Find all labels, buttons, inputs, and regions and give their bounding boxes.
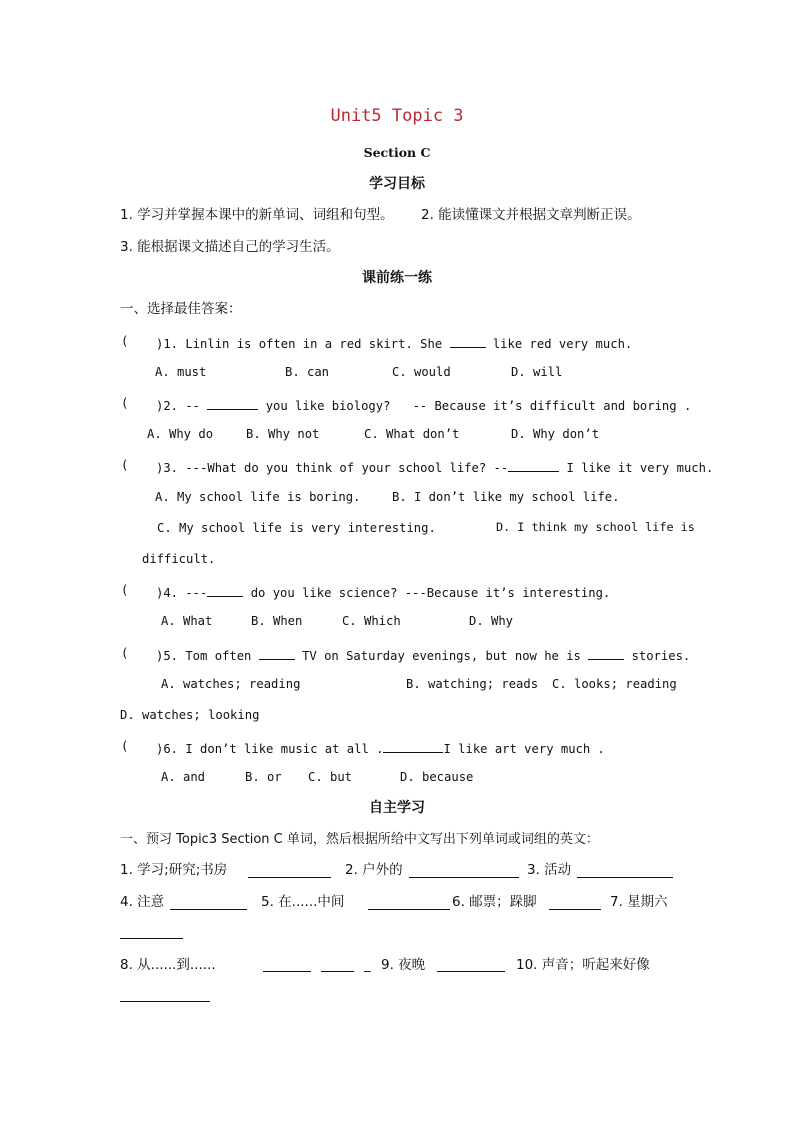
q3-paren: ( [121, 458, 129, 472]
q1-stem [156, 335, 632, 350]
q4-blank[interactable] [207, 584, 243, 597]
q1-stem-a: )1. Linlin is often in a red skirt. She [156, 337, 450, 351]
q3-stem [156, 459, 713, 474]
q3-option-d: D. I think my school life is [496, 520, 695, 534]
vocab-8-label: 8. 从......到...... [120, 957, 216, 973]
q5-stem [156, 647, 690, 662]
vocab-3-label: 3. 活动 [527, 862, 572, 878]
q5-blank-2[interactable] [588, 647, 624, 660]
q1-option-b: B. can [285, 365, 330, 379]
q6-paren: ( [121, 739, 129, 753]
q1-option-d: D. will [511, 365, 563, 379]
vocab-1-answer-line[interactable] [248, 877, 331, 878]
q5-option-c: C. looks; reading [552, 677, 677, 691]
goal-3: 3. 能根据课文描述自己的学习生活。 [120, 239, 340, 255]
vocab-9-label: 9. 夜晚 [381, 957, 426, 973]
vocab-7-answer-line[interactable] [120, 938, 183, 939]
q4-option-a: A. What [161, 614, 213, 628]
q3-option-a: A. My school life is boring. [155, 490, 361, 504]
q6-option-a: A. and [161, 770, 206, 784]
vocab-4-label: 4. 注意 [120, 894, 165, 910]
q2-option-a: A. Why do [147, 427, 214, 441]
q2-stem-b: you like biology? -- Because it’s difficult and boring . [258, 399, 692, 413]
q1-paren: ( [121, 334, 129, 348]
q6-option-b: B. or [245, 770, 282, 784]
q5-stem-c: stories. [624, 649, 691, 663]
q1-option-c: C. would [392, 365, 451, 379]
q3-option-d-cont: difficult. [142, 552, 216, 566]
vocab-10-answer-line[interactable] [120, 1001, 210, 1002]
vocab-2-answer-line[interactable] [409, 877, 519, 878]
q6-stem [156, 740, 605, 755]
q3-stem-a: )3. ---What do you think of your school life? -- [156, 461, 509, 475]
q2-option-b: B. Why not [246, 427, 320, 441]
vocab-8-answer-line-2[interactable] [321, 971, 354, 972]
goal-2: 2. 能读懂课文并根据文章判断正误。 [421, 207, 641, 223]
q5-option-b: B. watching; reads [406, 677, 539, 691]
vocab-5-answer-line[interactable] [368, 909, 450, 910]
q4-stem [156, 584, 610, 599]
q5-option-d: D. watches; looking [120, 708, 260, 722]
q3-stem-b: I like it very much. [559, 461, 714, 475]
q4-paren: ( [121, 583, 129, 597]
vocab-3-answer-line[interactable] [577, 877, 673, 878]
vocab-6-answer-line[interactable] [549, 909, 601, 910]
vocab-4-answer-line[interactable] [170, 909, 247, 910]
q5-option-a: A. watches; reading [161, 677, 301, 691]
q2-stem-a: )2. -- [156, 399, 208, 413]
q4-option-d: D. Why [469, 614, 514, 628]
goal-1: 1. 学习并掌握本课中的新单词、词组和句型。 [120, 207, 394, 223]
q5-paren: ( [121, 646, 129, 660]
q2-option-d: D. Why don’t [511, 427, 600, 441]
vocab-2-label: 2. 户外的 [345, 862, 403, 878]
q5-blank-1[interactable] [259, 647, 295, 660]
q5-stem-a: )5. Tom often [156, 649, 259, 663]
vocab-10-label: 10. 声音；听起来好像 [516, 957, 650, 973]
q1-blank[interactable] [450, 335, 486, 348]
goals-heading: 学习目标 [369, 176, 425, 192]
page-title: Unit5 Topic 3 [330, 106, 464, 126]
q4-option-c: C. Which [342, 614, 401, 628]
q4-stem-a: )4. --- [156, 586, 208, 600]
q3-option-b: B. I don’t like my school life. [392, 490, 620, 504]
part1-title: 一、选择最佳答案： [120, 301, 242, 317]
q6-stem-a: )6. I don’t like music at all . [156, 742, 384, 756]
q6-blank[interactable] [383, 740, 443, 753]
q2-paren: ( [121, 396, 129, 410]
section-label: Section C [363, 145, 431, 160]
practice-heading: 课前练一练 [362, 270, 432, 286]
vocab-1-label: 1. 学习;研究;书房 [120, 862, 228, 878]
vocab-6-label: 6. 邮票；跺脚 [452, 894, 537, 910]
q1-option-a: A. must [155, 365, 207, 379]
q2-blank[interactable] [207, 397, 258, 410]
q4-option-b: B. When [251, 614, 303, 628]
q2-stem [156, 397, 691, 412]
vocab-8-mark: _ [364, 957, 371, 973]
vocab-7-label: 7. 星期六 [610, 894, 668, 910]
q5-stem-b: TV on Saturday evenings, but now he is [294, 649, 589, 663]
q6-option-c: C. but [308, 770, 353, 784]
q3-option-c: C. My school life is very interesting. [157, 521, 436, 535]
vocab-8-answer-line-1[interactable] [263, 971, 311, 972]
vocab-9-answer-line[interactable] [437, 971, 505, 972]
q2-option-c: C. What don’t [364, 427, 460, 441]
q6-stem-b: I like art very much . [443, 742, 605, 756]
q3-blank[interactable] [508, 459, 559, 472]
q6-option-d: D. because [400, 770, 474, 784]
self-study-heading: 自主学习 [369, 800, 425, 816]
q4-stem-b: do you like science? ---Because it’s interesting. [243, 586, 611, 600]
q1-stem-b: like red very much. [485, 337, 633, 351]
part2-title: 一、预习 Topic3 Section C 单词，然后根据所给中文写出下列单词或词组的英文： [120, 832, 599, 847]
vocab-5-label: 5. 在......中间 [261, 894, 345, 910]
